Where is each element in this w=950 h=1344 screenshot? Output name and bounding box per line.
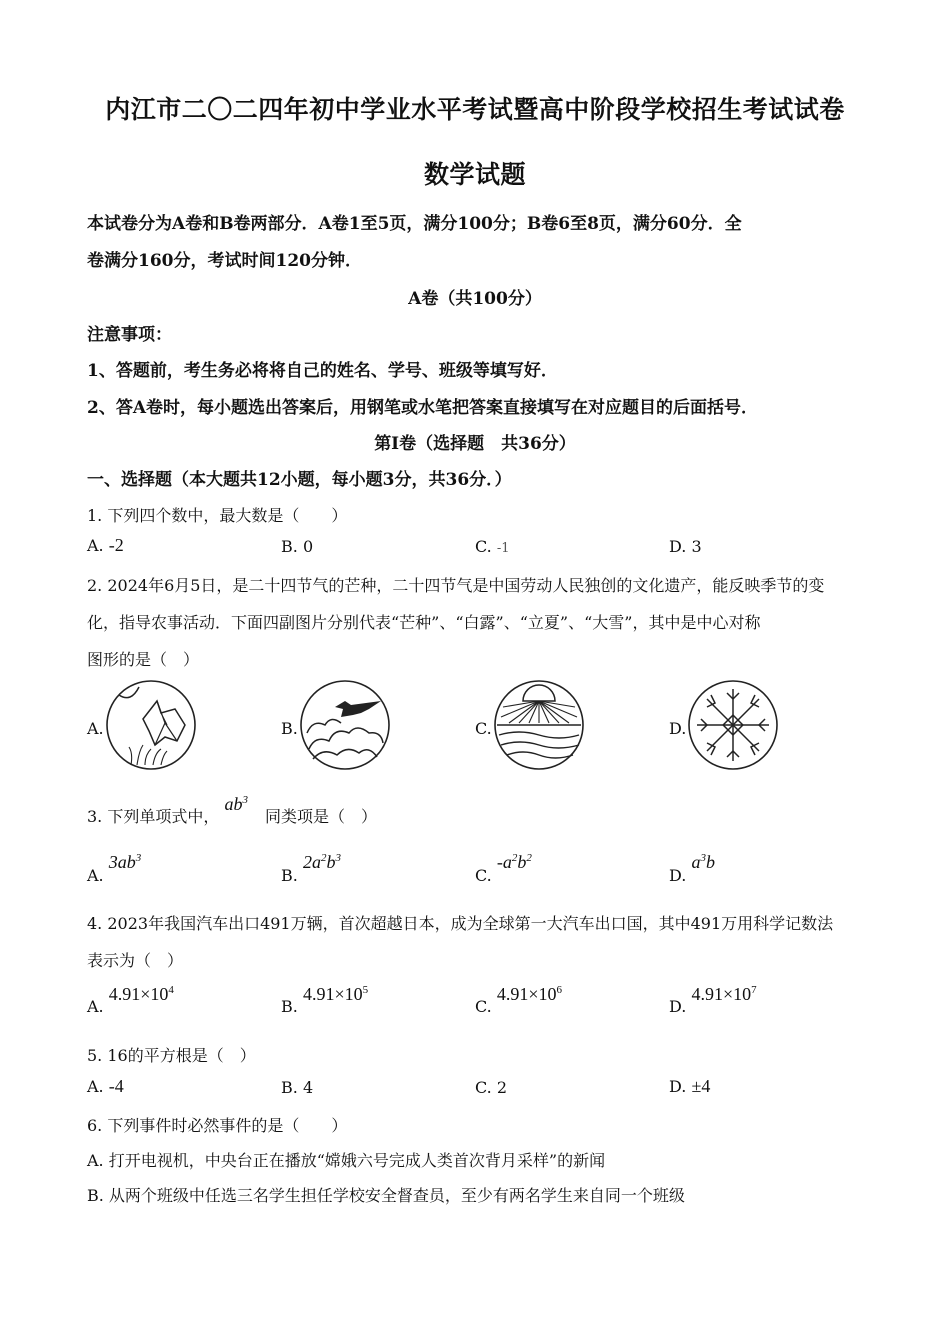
q1-option-c: [475, 537, 510, 556]
math-exp: 7: [751, 984, 757, 996]
math-exp: 2: [511, 852, 518, 864]
q5-option-c: [475, 1078, 507, 1097]
option-value: [497, 852, 532, 872]
q3-stem: [87, 794, 378, 827]
daxue-snowflake-icon: [687, 679, 779, 771]
q3-stem-tail: 同类项是（ ）: [265, 807, 378, 826]
q3-option-d: [669, 852, 715, 885]
math-base: ab: [224, 794, 243, 814]
intro-line-2: 卷满分160分，考试时间120分钟．: [87, 251, 362, 271]
q4-option-c: [475, 984, 563, 1016]
option-label: A.: [87, 997, 104, 1016]
math-exp: 3: [135, 852, 142, 864]
option-value: [109, 852, 142, 872]
option-label: D.: [669, 1077, 687, 1096]
math-exp: 4: [168, 984, 174, 996]
q1-option-a: [87, 535, 124, 556]
option-value: [303, 852, 341, 872]
q6-option-b: B. 从两个班级中任选三名学生担任学校安全督查员，至少有两名学生来自同一个班级: [87, 1186, 685, 1205]
math-base: 2a: [302, 852, 321, 872]
q5-option-b: [281, 1078, 313, 1097]
option-value: [109, 984, 174, 1004]
q2-option-b-label: B.: [281, 719, 298, 738]
option-value: 3: [691, 537, 702, 556]
q3-stem-math: [224, 794, 248, 814]
notes-item-2: 2、答A卷时，每小题选出答案后，用钢笔或水笔把答案直接填写在对应题目的后面括号．: [87, 398, 759, 418]
q5-stem: 5. 16的平方根是（ ）: [87, 1046, 256, 1065]
notes-item-1: 1、答题前，考生务必将将自己的姓名、学号、班级等填写好．: [87, 361, 558, 381]
option-label: B.: [281, 997, 298, 1016]
q6-stem: 6. 下列事件时必然事件的是（ ）: [87, 1116, 348, 1135]
math-base: 4.91×10: [108, 984, 169, 1004]
math-base: a: [691, 852, 701, 872]
option-value: [303, 984, 368, 1004]
q2-line-3: 图形的是（ ）: [87, 650, 200, 669]
q1-option-b: [281, 537, 313, 556]
q2-option-d-label: D.: [669, 719, 687, 738]
option-label: C.: [475, 866, 492, 885]
math-base: b: [517, 852, 527, 872]
math-exp: 3: [335, 852, 341, 864]
q3-option-b: [281, 852, 341, 885]
section-a-heading: A卷（共100分）: [408, 289, 542, 309]
exam-title: 内江市二〇二四年初中学业水平考试暨高中阶段学校招生考试试卷: [105, 95, 845, 124]
q1-stem: 1. 下列四个数中，最大数是（ ）: [87, 506, 348, 525]
option-label: D.: [669, 866, 687, 885]
math-base: 3ab: [108, 852, 136, 872]
math-exp: 5: [362, 984, 369, 996]
q3-option-a: [87, 852, 142, 885]
option-label: B.: [281, 866, 298, 885]
math-exp: 2: [320, 852, 327, 864]
q4-option-a: [87, 984, 174, 1016]
option-label: D.: [669, 997, 687, 1016]
math-base: 4.91×10: [691, 984, 752, 1004]
option-label: B.: [281, 537, 298, 556]
math-base: b: [326, 852, 336, 872]
q4-line-1: 4. 2023年我国汽车出口491万辆，首次超越日本，成为全球第一大汽车出口国，其中491万用科学记数法: [87, 914, 834, 933]
option-value: -2: [108, 535, 124, 555]
part1-heading: 第Ⅰ卷（选择题 共36分）: [374, 434, 576, 454]
notes-heading: 注意事项：: [87, 325, 172, 345]
q5-option-d: [669, 1076, 710, 1097]
option-value: 4: [302, 1078, 314, 1097]
option-label: A.: [87, 866, 104, 885]
q6-option-a: A. 打开电视机，中央台正在播放“嫦娥六号完成人类首次背月采样”的新闻: [87, 1151, 606, 1170]
math-base: b: [705, 852, 715, 872]
option-value: ±4: [691, 1076, 711, 1096]
option-value: [691, 852, 715, 872]
option-label: D.: [669, 537, 687, 556]
q1-option-d: [669, 537, 702, 556]
exam-subtitle: 数学试题: [423, 160, 526, 189]
q5-option-a: [87, 1076, 124, 1097]
math-base: -a: [496, 852, 512, 872]
option-value: [691, 984, 756, 1004]
option-value: [497, 984, 562, 1004]
q2-option-c-label: C.: [475, 719, 492, 738]
math-exp: 3: [700, 852, 706, 864]
q2-line-2: 化，指导农事活动．下面四副图片分别代表“芒种”、“白露”、“立夏”、“大雪”，其中是中心对称: [87, 613, 761, 632]
math-base: 4.91×10: [302, 984, 363, 1004]
option-label: A.: [87, 536, 104, 555]
option-label: C.: [475, 997, 492, 1016]
option-value: 2: [496, 1078, 508, 1097]
option-label: B.: [281, 1078, 298, 1097]
option-label: C.: [475, 537, 492, 556]
q4-option-d: [669, 984, 757, 1016]
option-value: 0: [302, 537, 314, 556]
lixia-icon: [493, 679, 585, 771]
math-base: 4.91×10: [496, 984, 557, 1004]
intro-line-1: 本试卷分为A卷和B卷两部分．A卷1至5页，满分100分；B卷6至8页，满分60分．全: [87, 214, 742, 234]
math-exp: 3: [242, 794, 248, 806]
choice-section-heading: 一、选择题（本大题共12小题，每小题3分，共36分．）: [87, 470, 512, 490]
q4-line-2: 表示为（ ）: [87, 951, 184, 970]
option-label: A.: [87, 1077, 104, 1096]
q3-option-c: [475, 852, 532, 885]
math-exp: 2: [526, 852, 532, 864]
q4-option-b: [281, 984, 369, 1016]
q2-line-1: 2. 2024年6月5日，是二十四节气的芒种，二十四节气是中国劳动人民独创的文化遗产，能反映季节的变: [87, 576, 825, 595]
math-exp: 6: [556, 984, 563, 996]
option-value: -1: [496, 541, 510, 556]
option-value: -4: [108, 1076, 124, 1096]
q3-stem-text: 3. 下列单项式中，: [87, 807, 220, 826]
q2-option-a-label: A.: [87, 719, 104, 738]
mangzhong-icon: [105, 679, 197, 771]
bailu-icon: [299, 679, 391, 771]
option-label: C.: [475, 1078, 492, 1097]
